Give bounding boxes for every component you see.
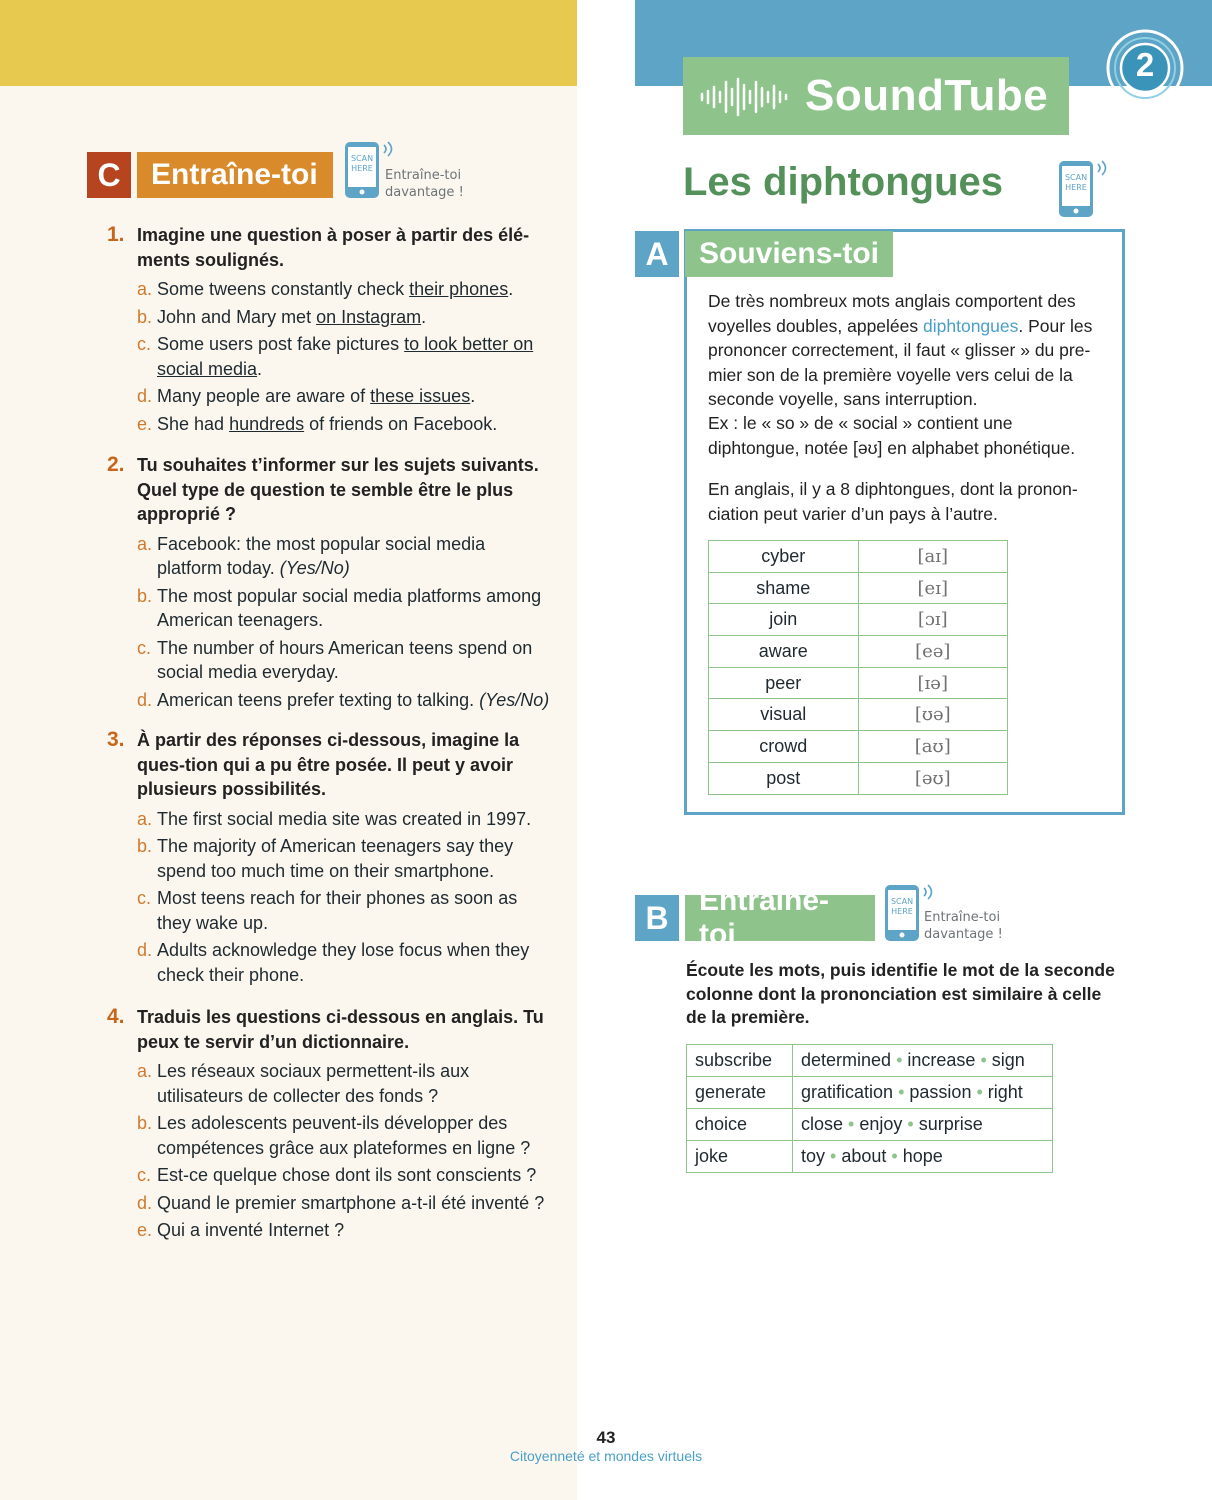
list-item: Facebook: the most popular social media platform today. (Yes/No) <box>157 533 486 578</box>
table-row: crowd [aʊ] <box>709 731 1008 763</box>
section-c-letter: C <box>87 152 131 198</box>
page-number: 43 <box>596 1428 616 1447</box>
table-row: visual [ʊə] <box>709 699 1008 731</box>
section-a-example: Ex : le « so » de « social » contient une diphtongue, notée [əʊ] en alphabet phonétique. <box>708 413 1076 458</box>
chapter-footer: Citoyenneté et mondes virtuels <box>509 1448 703 1464</box>
section-c-title: Entraîne-toi <box>137 152 333 198</box>
question-text: Traduis les questions ci-dessous en anglais. Tu peux te servir d’un dictionnaire. <box>137 1007 544 1052</box>
left-header-band <box>0 0 577 86</box>
list-item: John and Mary met on Instagram. <box>157 306 427 327</box>
svg-text:HERE: HERE <box>1065 183 1087 192</box>
list-item: The first social media site was created in 1997. <box>157 808 532 829</box>
scan-here-icon[interactable] <box>1056 158 1112 222</box>
section-a-paragraph-3: En anglais, il y a 8 diphtongues, dont la pronon-ciation peut varier d’un pays à l’autre. <box>708 479 1078 524</box>
table-row: generate gratification • passion • right <box>687 1077 1053 1109</box>
table-row: shame [eɪ] <box>709 572 1008 604</box>
section-c-header <box>87 152 333 198</box>
table-row: cyber [aɪ] <box>709 541 1008 573</box>
question-4: 4. Traduis les questions ci-dessous en anglais. Tu peux te servir d’un dictionnaire. a. Les réseaux sociaux permettent-ils aux utilisateurs de collecter des fonds ? b. Les adolescents peuvent-ils développer des compétences grâce aux plateformes en ligne ? c. Est-ce quelque chose dont ils sont conscients ? d. Quand le premier smartphone a-t-il été inventé ? e. Qui a inventé Internet ? <box>107 1005 552 1243</box>
list-item: The majority of American teenagers say they spend too much time on their smartphone. <box>157 836 514 881</box>
section-b-instruction: Écoute les mots, puis identifie le mot de la seconde colonne dont la prononciation est similaire à celle de la première. <box>686 960 1115 1027</box>
question-text: Imagine une question à poser à partir des élé-ments soulignés. <box>137 225 530 270</box>
list-item: Most teens reach for their phones as soon as they wake up. <box>157 888 518 933</box>
list-item: Les adolescents peuvent-ils développer des compétences grâce aux plateformes en ligne ? <box>157 1113 531 1158</box>
scan-caption-b: Entraîne-toi davantage ! <box>924 910 1003 942</box>
question-text: À partir des réponses ci-dessous, imagine la ques-tion qui a pu être posée. Il peut y avoir plusieurs possibilités. <box>137 730 520 799</box>
table-row: choice close • enjoy • surprise <box>687 1109 1053 1141</box>
highlight-term: diphtongues <box>923 315 1019 336</box>
section-b-header <box>635 884 875 951</box>
list-item: The number of hours American teens spend on social media everyday. <box>157 637 533 682</box>
table-row: aware [eə] <box>709 636 1008 668</box>
svg-text:SCAN: SCAN <box>350 154 374 163</box>
svg-text:HERE: HERE <box>891 907 913 916</box>
question-number: 1. <box>107 223 125 246</box>
soundtube-title: SoundTube <box>805 71 1049 120</box>
question-1: 1. Imagine une question à poser à partir des élé-ments soulignés. a. Some tweens constantly check their phones. b. John and Mary met on Instagram. c. Some users post fake pictures to look better on social media. d. Many people are aware of these issues. e. She had hundreds of friends on Facebook. <box>107 223 552 436</box>
list-item: Adults acknowledge they lose focus when they check their phone. <box>157 940 530 985</box>
list-item: She had hundreds of friends on Facebook. <box>157 413 498 434</box>
section-a-letter: A <box>635 231 679 277</box>
svg-text:HERE: HERE <box>351 164 373 173</box>
list-item: Some tweens constantly check their phones. <box>157 279 514 299</box>
list-item: Many people are aware of these issues. <box>157 386 476 406</box>
question-number: 4. <box>107 1005 125 1028</box>
section-a-title: Souviens-toi <box>685 231 893 277</box>
section-b-letter: B <box>635 895 679 941</box>
question-number: 2. <box>107 453 125 476</box>
question-text: Tu souhaites t’informer sur les sujets suivants. Quel type de question te semble être le plus approprié ? <box>137 455 539 524</box>
table-row: post [əʊ] <box>709 762 1008 794</box>
list-item: Quand le premier smartphone a-t-il été inventé ? <box>157 1192 545 1213</box>
scan-caption-c: Entraîne-toi davantage ! <box>385 168 464 200</box>
list-item: American teens prefer texting to talking. (Yes/No) <box>157 689 550 710</box>
soundtube-banner <box>683 57 1069 135</box>
list-item: Some users post fake pictures to look better on social media. <box>157 334 534 379</box>
table-row: peer [ɪə] <box>709 667 1008 699</box>
diphthong-table <box>708 540 1008 795</box>
section-a-paragraph-1: De très nombreux mots anglais comportent des voyelles doubles, appelées diphtongues. Pour les prononcer correctement, il faut « glisser » du pre-mier son de la première voyelle vers celui de la seconde voyelle, sans interruption. <box>708 291 1093 409</box>
list-item: Les réseaux sociaux permettent-ils aux utilisateurs de collecter des fonds ? <box>157 1061 470 1106</box>
table-row: join [ɔɪ] <box>709 604 1008 636</box>
question-number: 3. <box>107 728 125 751</box>
list-item: Est-ce quelque chose dont ils sont conscients ? <box>157 1165 537 1185</box>
question-2: 2. Tu souhaites t’informer sur les sujets suivants. Quel type de question te semble être le plus approprié ? a. Facebook: the most popular social media platform today. (Yes/No) b. The most popular social media platforms among American teenagers. c. The number of hours American teens spend on social media everyday. d. American teens prefer texting to talking. (Yes/No) <box>107 453 552 712</box>
chapter-number: 2 <box>1135 46 1155 83</box>
soundwave-icon <box>699 77 789 117</box>
section-b-title: Entraîne-toi <box>685 895 875 941</box>
list-item: The most popular social media platforms among American teenagers. <box>157 585 542 630</box>
svg-text:SCAN: SCAN <box>890 897 914 906</box>
page-title: Les diphtongues <box>683 160 1003 204</box>
svg-text:SCAN: SCAN <box>1064 173 1088 182</box>
word-matching-table <box>686 1044 1053 1173</box>
list-item: Qui a inventé Internet ? <box>157 1220 345 1240</box>
question-3: 3. À partir des réponses ci-dessous, imagine la ques-tion qui a pu être posée. Il peut y avoir plusieurs possibilités. a. The first social media site was created in 1997. b. The majority of American teenagers say they spend too much time on their smartphone. c. Most teens reach for their phones as soon as they wake up. d. Adults acknowledge they lose focus when they check their phone. <box>107 728 552 987</box>
table-row: joke toy • about • hope <box>687 1141 1053 1173</box>
table-row: subscribe determined • increase • sign <box>687 1045 1053 1077</box>
section-a-header <box>635 231 893 277</box>
